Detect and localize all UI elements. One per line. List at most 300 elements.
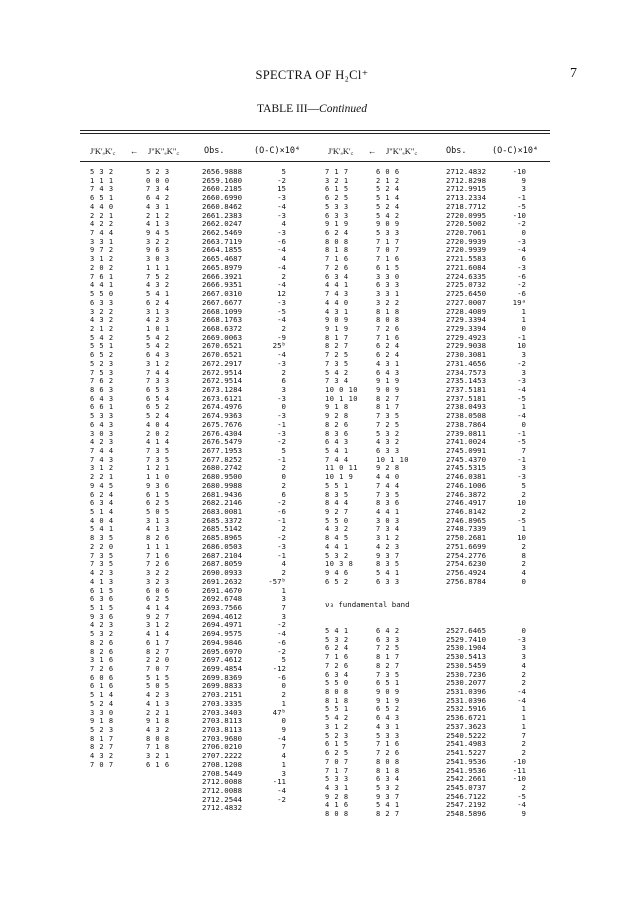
upper-state-cell: 3 1 2 [325, 722, 349, 731]
lower-state-cell: 9 0 9 [376, 220, 400, 229]
oc-cell: -57ᵇ [268, 576, 286, 586]
upper-state-cell: 4 3 2 [90, 752, 114, 761]
observed-cell: 2685.3372 [202, 515, 243, 525]
lower-state-cell: 0 0 0 [146, 176, 170, 185]
lower-state-cell: 6 4 3 [376, 368, 400, 377]
oc-cell: -5 [517, 201, 526, 211]
oc-cell: -4 [517, 384, 526, 394]
lower-state-cell: 6 2 5 [146, 595, 170, 604]
upper-state-cell: 6 3 3 [325, 211, 349, 220]
lower-state-cell: 1 1 1 [146, 263, 170, 272]
oc-cell: 0 [281, 681, 286, 691]
upper-state-cell: 7 6 1 [90, 272, 114, 281]
lower-state-cell: 9 0 9 [376, 688, 400, 697]
observed-cell: 2746.0381 [446, 472, 487, 482]
upper-state-cell: 10 0 10 [325, 385, 359, 394]
right-oc-column [502, 168, 526, 587]
observed-cell: 2541.9536 [446, 756, 487, 766]
observed-cell: 2537.3623 [446, 721, 487, 731]
upper-state-cell: 4 3 1 [325, 307, 349, 316]
upper-state-cell: 2 1 2 [90, 324, 114, 333]
header-arrow-left: ← [130, 146, 139, 156]
lower-state-cell: 7 4 4 [376, 481, 400, 490]
upper-state-cell: 4 4 0 [325, 298, 349, 307]
oc-cell: 8 [521, 550, 526, 560]
lower-state-cell: 4 1 3 [146, 699, 170, 708]
observed-cell: 2541.4983 [446, 739, 487, 749]
upper-state-cell: 5 4 2 [325, 368, 349, 377]
upper-state-cell: 9 4 5 [90, 481, 114, 490]
upper-state-cell: 4 1 3 [90, 577, 114, 586]
upper-state-cell: 6 5 2 [90, 351, 114, 360]
oc-cell: -6 [517, 289, 526, 299]
upper-state-cell: 8 2 6 [90, 647, 114, 656]
observed-cell: 2699.4854 [202, 663, 243, 673]
observed-cell: 2692.6748 [202, 594, 243, 604]
lower-state-cell: 1 0 1 [146, 324, 170, 333]
oc-cell: -3 [277, 210, 286, 220]
lower-state-cell: 7 1 6 [146, 551, 170, 560]
observed-cell: 2703.8113 [202, 716, 243, 726]
oc-cell: 0 [281, 716, 286, 726]
lower-state-cell: 7 0 7 [376, 246, 400, 255]
oc-cell: -10 [512, 756, 526, 766]
oc-cell: 4 [281, 254, 286, 264]
lower-state-cell: 8 2 7 [376, 661, 400, 670]
upper-state-cell: 6 2 5 [325, 749, 349, 758]
oc-cell: -1 [277, 419, 286, 429]
observed-cell: 2729.3394 [446, 323, 487, 333]
lower-state-cell: 7 2 6 [376, 324, 400, 333]
upper-state-cell: 5 5 0 [90, 290, 114, 299]
oc-cell: 2 [281, 524, 286, 534]
observed-cell: 2718.7712 [446, 201, 487, 211]
upper-state-cell: 5 1 4 [90, 691, 114, 700]
observed-cell: 2707.2222 [202, 751, 243, 761]
upper-state-cell: 7 3 5 [325, 359, 349, 368]
oc-cell: -1 [517, 454, 526, 464]
oc-cell: 3 [521, 184, 526, 194]
observed-cell: 2668.1099 [202, 306, 243, 316]
lower-state-cell: 6 1 5 [376, 263, 400, 272]
lower-state-cell: 7 3 5 [376, 412, 400, 421]
lower-state-cell: 7 1 6 [376, 255, 400, 264]
upper-state-cell: 3 3 0 [90, 708, 114, 717]
upper-state-cell: 4 0 4 [90, 516, 114, 525]
oc-cell: -1 [517, 428, 526, 438]
observed-cell: 2703.2151 [202, 690, 243, 700]
lower-state-cell: 4 4 0 [376, 473, 400, 482]
lower-state-cell: 4 1 4 [146, 603, 170, 612]
band-observed-column [446, 627, 486, 819]
lower-state-cell: 3 2 2 [146, 237, 170, 246]
oc-cell: -2 [517, 280, 526, 290]
lower-state-cell: 2 1 2 [146, 211, 170, 220]
upper-state-cell: 8 4 5 [325, 534, 349, 543]
oc-cell: 2 [521, 739, 526, 749]
upper-state-cell: 7 1 7 [325, 766, 349, 775]
observed-cell: 2725.0732 [446, 280, 487, 290]
observed-cell: 2738.0493 [446, 402, 487, 412]
table-top-rule-2 [80, 133, 550, 134]
lower-state-cell: 6 4 3 [146, 351, 170, 360]
oc-cell: -2 [277, 620, 286, 630]
lower-state-cell: 8 1 7 [376, 653, 400, 662]
observed-cell: 2542.2661 [446, 774, 487, 784]
lower-state-cell: 5 2 3 [146, 168, 170, 176]
oc-cell: -1 [517, 193, 526, 203]
lower-state-cell: 7 2 6 [376, 749, 400, 758]
observed-cell: 2703.3403 [202, 707, 243, 717]
observed-cell: 2697.4612 [202, 655, 243, 665]
observed-cell: 2712.8298 [446, 175, 487, 185]
observed-cell: 2541.9536 [446, 765, 487, 775]
header-lower-right: J"K"ₐK"꜀ [386, 146, 418, 156]
lower-state-cell: 5 2 4 [376, 202, 400, 211]
lower-state-cell: 8 2 6 [146, 534, 170, 543]
right-lower-state-column [376, 168, 409, 587]
lower-state-cell: 8 1 7 [376, 403, 400, 412]
oc-cell: 2 [521, 782, 526, 792]
observed-cell: 2680.2742 [202, 463, 243, 473]
observed-cell: 2746.8965 [446, 515, 487, 525]
oc-cell: 2 [281, 367, 286, 377]
running-title: SPECTRA OF H₂Cl⁺ [255, 68, 369, 82]
observed-cell: 2672.2917 [202, 358, 243, 368]
observed-cell: 2545.0737 [446, 782, 487, 792]
oc-cell: -10 [512, 167, 526, 176]
lower-state-cell: 8 0 8 [146, 734, 170, 743]
band-upper-state-column [325, 627, 349, 819]
observed-cell: 2745.0991 [446, 446, 487, 455]
oc-cell: -3 [277, 193, 286, 203]
lower-state-cell: 4 3 2 [146, 281, 170, 290]
upper-state-cell: 6 3 6 [90, 595, 114, 604]
oc-cell: 2 [521, 541, 526, 551]
upper-state-cell: 4 4 1 [325, 542, 349, 551]
observed-cell: 2687.2104 [202, 550, 243, 560]
oc-cell: -4 [277, 786, 286, 796]
upper-state-cell: 5 3 3 [90, 412, 114, 421]
upper-state-cell: 10 1 10 [325, 394, 359, 403]
upper-state-cell: 6 0 6 [90, 673, 114, 682]
observed-cell: 2541.5227 [446, 748, 487, 758]
upper-state-cell: 8 1 8 [325, 246, 349, 255]
observed-cell: 2720.0995 [446, 210, 487, 220]
observed-cell: 2664.1855 [202, 245, 243, 255]
upper-state-cell: 6 1 5 [90, 586, 114, 595]
observed-cell: 2713.2334 [446, 193, 487, 203]
lower-state-cell: 6 3 3 [376, 577, 400, 586]
upper-state-cell: 9 3 6 [90, 612, 114, 621]
upper-state-cell: 5 5 0 [325, 679, 349, 688]
observed-cell: 2530.1904 [446, 643, 487, 653]
oc-cell: -6 [517, 271, 526, 281]
upper-state-cell: 3 0 3 [90, 429, 114, 438]
observed-cell: 2691.2632 [202, 576, 243, 586]
oc-cell: -11 [272, 777, 286, 787]
upper-state-cell: 3 2 1 [325, 176, 349, 185]
observed-cell: 2686.0503 [202, 541, 243, 551]
observed-cell: 2729.4923 [446, 332, 487, 342]
lower-state-cell: 7 3 4 [376, 525, 400, 534]
upper-state-cell: 6 1 5 [325, 185, 349, 194]
observed-cell: 2729.9038 [446, 341, 487, 351]
observed-cell: 2659.1680 [202, 175, 243, 185]
upper-state-cell: 7 2 6 [325, 661, 349, 670]
upper-state-cell: 6 2 4 [325, 229, 349, 238]
upper-state-cell: 3 3 1 [90, 237, 114, 246]
oc-cell: -2 [277, 437, 286, 447]
upper-state-cell: 5 4 1 [90, 525, 114, 534]
oc-cell: 3 [281, 384, 286, 394]
lower-state-cell: 6 3 4 [376, 775, 400, 784]
observed-cell: 2708.5449 [202, 768, 243, 778]
oc-cell: 7 [281, 742, 286, 752]
observed-cell: 2680.9988 [202, 480, 243, 490]
upper-state-cell: 4 2 3 [90, 621, 114, 630]
observed-cell: 2662.5469 [202, 228, 243, 238]
observed-cell: 2694.4971 [202, 620, 243, 630]
upper-state-cell: 7 0 7 [90, 760, 114, 769]
observed-cell: 2681.9436 [202, 489, 243, 499]
table-title-main: TABLE III— [257, 103, 320, 115]
upper-state-cell: 8 4 4 [325, 499, 349, 508]
oc-cell: 4 [281, 219, 286, 229]
observed-cell: 2699.8833 [202, 681, 243, 691]
observed-cell: 2687.8059 [202, 559, 243, 569]
lower-state-cell: 6 5 4 [146, 394, 170, 403]
oc-cell: 1 [281, 698, 286, 708]
oc-cell: -10 [512, 210, 526, 220]
oc-cell: -5 [517, 437, 526, 447]
oc-cell: -6 [277, 236, 286, 246]
observed-cell: 2756.4924 [446, 568, 487, 578]
observed-cell: 2703.9680 [202, 733, 243, 743]
lower-state-cell: 6 4 3 [376, 714, 400, 723]
oc-cell: 0 [521, 419, 526, 429]
lower-state-cell: 8 1 8 [376, 766, 400, 775]
observed-cell: 2547.2192 [446, 800, 487, 810]
lower-state-cell: 3 1 2 [146, 621, 170, 630]
upper-state-cell: 6 4 3 [90, 394, 114, 403]
lower-state-cell: 7 5 2 [146, 272, 170, 281]
observed-cell: 2666.9351 [202, 280, 243, 290]
oc-cell: 1 [281, 585, 286, 595]
upper-state-cell: 7 4 3 [90, 185, 114, 194]
lower-state-cell: 7 3 5 [146, 447, 170, 455]
oc-cell: 2 [521, 748, 526, 758]
observed-cell: 2708.1208 [202, 759, 243, 769]
oc-cell: -6 [277, 637, 286, 647]
upper-state-cell: 8 6 3 [90, 385, 114, 394]
observed-cell: 2734.7573 [446, 367, 487, 377]
lower-state-cell: 3 3 0 [376, 272, 400, 281]
oc-cell: 5 [281, 167, 286, 176]
lower-state-cell: 6 1 6 [146, 760, 170, 769]
observed-cell: 2735.1453 [446, 376, 487, 386]
oc-cell: 12 [277, 289, 286, 299]
lower-state-cell: 5 4 1 [376, 801, 400, 810]
upper-state-cell: 9 1 8 [90, 717, 114, 726]
observed-cell: 2667.0310 [202, 289, 243, 299]
lower-state-cell: 3 1 2 [376, 534, 400, 543]
observed-cell: 2694.9575 [202, 629, 243, 639]
lower-state-cell: 7 3 5 [376, 670, 400, 679]
upper-state-cell: 6 3 4 [325, 670, 349, 679]
upper-state-cell: 9 2 8 [325, 412, 349, 421]
lower-state-cell: 9 2 8 [376, 464, 400, 473]
lower-state-cell: 9 3 7 [376, 792, 400, 801]
oc-cell: 25ᵇ [272, 341, 286, 351]
oc-cell: -4 [517, 411, 526, 421]
observed-cell: 2712.0088 [202, 777, 243, 787]
lower-state-cell: 6 5 2 [146, 403, 170, 412]
observed-cell: 2531.0396 [446, 695, 487, 705]
oc-cell: 1 [521, 713, 526, 723]
oc-cell: -3 [277, 228, 286, 238]
upper-state-cell: 9 2 8 [325, 792, 349, 801]
oc-cell: -4 [277, 201, 286, 211]
observed-cell: 2738.7864 [446, 419, 487, 429]
oc-cell: 9 [281, 725, 286, 734]
oc-cell: -3 [517, 634, 526, 644]
oc-cell: -4 [277, 350, 286, 360]
upper-state-cell: 7 4 3 [90, 455, 114, 464]
observed-cell: 2530.2077 [446, 678, 487, 688]
observed-cell: 2663.7119 [202, 236, 243, 246]
oc-cell: 0 [521, 576, 526, 586]
lower-state-cell: 4 2 3 [146, 316, 170, 325]
observed-cell: 2728.4089 [446, 306, 487, 316]
upper-state-cell: 9 0 9 [325, 316, 349, 325]
oc-cell: -2 [277, 794, 286, 804]
lower-state-cell: 5 1 4 [376, 194, 400, 203]
oc-cell: 10 [517, 533, 526, 543]
oc-cell: -6 [277, 507, 286, 517]
lower-state-cell: 7 1 7 [376, 237, 400, 246]
upper-state-cell: 7 1 7 [325, 168, 349, 176]
lower-state-cell: 9 1 9 [376, 377, 400, 386]
upper-state-cell: 5 3 2 [325, 551, 349, 560]
observed-cell: 2748.7339 [446, 524, 487, 534]
lower-state-cell: 7 4 4 [146, 368, 170, 377]
oc-cell: 10 [517, 341, 526, 351]
lower-state-cell: 8 0 8 [376, 316, 400, 325]
upper-state-cell: 6 2 5 [325, 194, 349, 203]
oc-cell: 5 [281, 655, 286, 665]
observed-cell: 2536.6721 [446, 713, 487, 723]
observed-cell: 2662.0247 [202, 219, 243, 229]
oc-cell: -1 [277, 515, 286, 525]
upper-state-cell: 10 3 8 [325, 560, 354, 569]
oc-cell: -9 [277, 332, 286, 342]
oc-cell: -3 [277, 358, 286, 368]
lower-state-cell: 1 2 1 [146, 464, 170, 473]
observed-cell: 2737.5181 [446, 393, 487, 403]
observed-cell: 2720.7061 [446, 228, 487, 238]
lower-state-cell: 4 1 4 [146, 630, 170, 639]
observed-cell: 2660.6990 [202, 193, 243, 203]
observed-cell: 2656.9888 [202, 167, 243, 176]
oc-cell: 7 [521, 730, 526, 740]
observed-cell: 2729.3394 [446, 315, 487, 325]
observed-cell: 2685.5142 [202, 524, 243, 534]
oc-cell: -4 [517, 687, 526, 697]
upper-state-cell: 7 5 3 [90, 368, 114, 377]
upper-state-cell: 6 3 4 [325, 272, 349, 281]
lower-state-cell: 6 2 4 [376, 342, 400, 351]
oc-cell: 3 [281, 768, 286, 778]
observed-cell: 2540.5222 [446, 730, 487, 740]
band-label: ν₃ fundamental band [325, 600, 410, 609]
oc-cell: -3 [277, 393, 286, 403]
lower-state-cell: 5 4 2 [146, 342, 170, 351]
oc-cell: -4 [517, 800, 526, 810]
lower-state-cell: 6 3 3 [376, 447, 400, 455]
upper-state-cell: 5 4 2 [325, 714, 349, 723]
upper-state-cell: 5 2 3 [90, 359, 114, 368]
lower-state-cell: 6 3 3 [376, 635, 400, 644]
oc-cell: 3 [521, 367, 526, 377]
lower-state-cell: 9 2 7 [146, 612, 170, 621]
upper-state-cell: 5 5 1 [325, 481, 349, 490]
observed-cell: 2703.8113 [202, 725, 243, 734]
upper-state-cell: 5 1 5 [90, 603, 114, 612]
lower-state-cell: 3 2 2 [376, 298, 400, 307]
oc-cell: -4 [277, 280, 286, 290]
lower-state-cell: 3 3 1 [376, 290, 400, 299]
oc-cell: -4 [277, 262, 286, 272]
observed-cell: 2725.6450 [446, 289, 487, 299]
observed-cell: 2680.9500 [202, 472, 243, 482]
table-header-rule [80, 161, 550, 162]
upper-state-cell: 7 4 4 [90, 229, 114, 238]
upper-state-cell: 8 1 7 [90, 734, 114, 743]
observed-cell: 2721.6084 [446, 262, 487, 272]
header-arrow-right: ← [368, 146, 377, 156]
oc-cell: -12 [272, 663, 286, 673]
oc-cell: 0 [521, 323, 526, 333]
lower-state-cell: 8 3 6 [376, 499, 400, 508]
observed-cell: 2712.4832 [202, 803, 243, 813]
upper-state-cell: 5 3 2 [325, 635, 349, 644]
lower-state-cell: 4 3 1 [376, 722, 400, 731]
lower-state-cell: 6 2 4 [146, 298, 170, 307]
oc-cell: 1 [521, 306, 526, 316]
upper-state-cell: 9 1 8 [325, 403, 349, 412]
upper-state-cell: 4 3 2 [90, 316, 114, 325]
oc-cell: 7 [281, 602, 286, 612]
oc-cell: -5 [517, 393, 526, 403]
observed-cell: 2661.2383 [202, 210, 243, 220]
upper-state-cell: 4 3 2 [325, 525, 349, 534]
oc-cell: -4 [277, 629, 286, 639]
observed-cell: 2677.1953 [202, 446, 243, 455]
upper-state-cell: 5 5 1 [325, 705, 349, 714]
observed-cell: 2690.0933 [202, 568, 243, 578]
observed-cell: 2532.5916 [446, 704, 487, 714]
lower-state-cell: 4 2 3 [146, 691, 170, 700]
oc-cell: -3 [277, 428, 286, 438]
upper-state-cell: 5 2 4 [90, 699, 114, 708]
upper-state-cell: 8 1 7 [325, 333, 349, 342]
upper-state-cell: 9 4 6 [325, 569, 349, 578]
oc-cell: -1 [277, 550, 286, 560]
observed-cell: 2694.9846 [202, 637, 243, 647]
oc-cell: 4 [281, 559, 286, 569]
lower-state-cell: 3 2 1 [146, 752, 170, 761]
